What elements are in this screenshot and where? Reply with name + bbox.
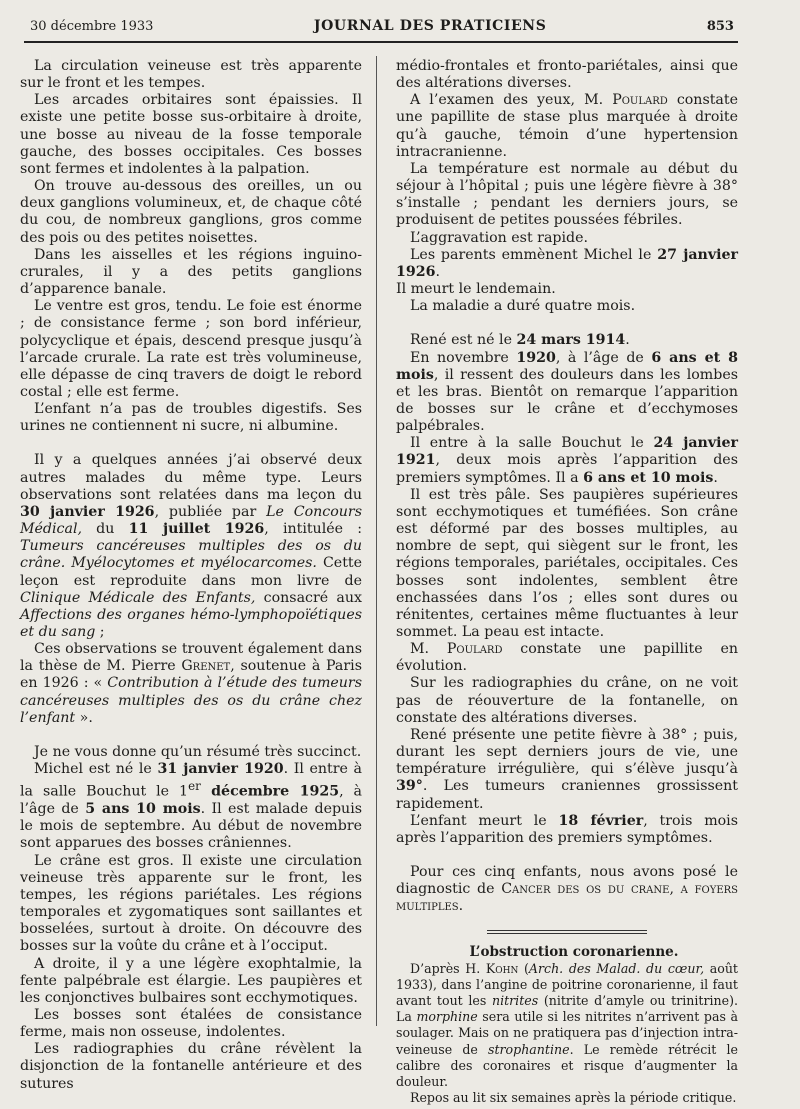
right-column	[396, 58, 738, 1106]
paragraph: Dans les aisselles et les régions inguino-crurales, il y a des petits ganglions d’apparence banale.	[20, 246, 362, 298]
paragraph-temperature: La température est normale au début du séjour à l’hôpital ; puis une légère fièvre à 38° s’installe ; pendant les derniers jours, se produisent de petites poussées fébriles.	[396, 160, 738, 229]
paragraph-previous-cases: Il y a quelques années j’ai observé deux autres malades du même type. Leurs observations sont relatées dans ma leçon du 30 janvier 1926, publiée par Le Concours Médical, du 11 juillet 1926, intitulée : Tumeurs cancéreuses multiples des os du crâne. Myélocytomes et myélocarcomes. Cette leçon est reproduite dans mon livre de Clinique Médicale des Enfants, consacré aux Affections des organes hémo-lymphopoïétiques et du sang ;	[20, 452, 363, 640]
spacer	[396, 847, 738, 864]
paragraph: La circulation veineuse est très apparente sur le front et les tempes.	[20, 58, 362, 92]
spacer	[396, 315, 738, 332]
paragraph-michel: Michel est né le 31 janvier 1920. Il entre à la salle Bouchut le 1er décembre 1925, à l’âge de 5 ans 10 mois. Il est malade depuis le mois de septembre. Au début de novembre sont apparues des bosses crâniennes.	[20, 761, 363, 852]
spacer	[20, 435, 362, 452]
paragraph: A droite, il y a une légère exophtalmie, la fente palpébrale est élargie. Les paupières et les conjonctives bulbaires sont ecchymotiques.	[20, 955, 362, 1006]
paragraph: Le ventre est gros, tendu. Le foie est énorme ; de consistance ferme ; son bord inférieur, polycyclique et épais, descend presque jusqu’à l’arcade crurale. La rate est très volumineuse, elle dépasse de cinq travers de doigt le rebord costal ; elle est ferme.	[20, 298, 362, 400]
paragraph-eye-exam: A l’examen des yeux, M. Poulard constate une papillite de stase plus marquée à droite qu’à gauche, témoin d’une hypertension intracranienne.	[396, 92, 738, 160]
journal-title: JOURNAL DES PRATICIENS	[313, 18, 547, 34]
paragraph: Les arcades orbitaires sont épaissies. Il existe une petite bosse sus-orbitaire à droite, une bosse au niveau de la fosse temporale gauche, des bosses occipitales. Ces bosses sont fermes et indolentes à la palpation.	[20, 92, 362, 177]
paragraph-departure: Les parents emmènent Michel le 27 janvier 1926.	[396, 246, 738, 280]
header-rule	[24, 41, 738, 43]
section-divider	[487, 930, 647, 934]
paragraph-rene-onset: En novembre 1920, à l’âge de 6 ans et 8 mois, il ressent des douleurs dans les lombes et les bras. Bientôt on remarque l’apparition de bosses sur le crâne et d’ecchymoses palpébrales.	[396, 349, 738, 435]
paragraph: La maladie a duré quatre mois.	[410, 298, 636, 315]
paragraph-diagnosis: Pour ces cinq enfants, nous avons posé le diagnostic de Cancer des os du crane, a foyers multiples.	[396, 864, 738, 915]
section-title: L’obstruction coronarienne.	[469, 943, 679, 960]
coronary-section	[396, 961, 738, 1107]
paragraph: On trouve au-dessous des oreilles, un ou deux ganglions volumineux, et, de chaque côté du cou, de nombreux ganglions, gros comme des pois ou des petites noisettes.	[20, 178, 362, 246]
paragraph-rene-birth: René est né le 24 mars 1914.	[410, 332, 630, 349]
page-number: 853	[706, 19, 734, 34]
column-divider	[376, 56, 377, 1026]
paragraph-papillite: M. Poulard constate une papillite en évolution.	[396, 641, 739, 675]
spacer	[20, 727, 362, 744]
paragraph-death: L’enfant meurt le 18 février, trois mois après l’apparition des premiers symptômes.	[396, 812, 739, 846]
paragraph-thesis: Ces observations se trouvent également dans la thèse de M. Pierre Grenet, soutenue à Paris en 1926 : « Contribution à l’étude des tumeurs cancéreuses multiples des os du crâne chez l’enfant ».	[20, 641, 362, 726]
paragraph: Sur les radiographies du crâne, on ne voit pas de réouverture de la fontanelle, on constate des altérations diverses.	[396, 675, 738, 726]
paragraph: L’enfant n’a pas de troubles digestifs. Ses urines ne contiennent ni sucre, ni albumine.	[20, 401, 362, 435]
paragraph: Les bosses sont étalées de consistance ferme, mais non osseuse, indolentes.	[20, 1007, 362, 1041]
paragraph: médio-frontales et fronto-pariétales, ainsi que des altérations diverses.	[396, 58, 738, 92]
left-column	[20, 58, 362, 1093]
paragraph: Le crâne est gros. Il existe une circulation veineuse très apparente sur le front, les tempes, les régions pariétales. Les régions temporales et zygomatiques sont saillantes et bosselées, surtout à droite. On découvre des bosses sur la voûte du crâne et à l’occiput.	[20, 852, 362, 955]
paragraph: Les radiographies du crâne révèlent la disjonction de la fontanelle antérieure et des sutures	[20, 1041, 362, 1092]
paragraph: Il meurt le lendemain.	[396, 281, 556, 298]
paragraph: Repos au lit six semaines après la période critique.	[410, 1090, 737, 1106]
paragraph-fever: René présente une petite fièvre à 38° ; puis, durant les sept derniers jours de vie, une température irrégulière, qui s’élève jusqu’à 39°. Les tumeurs craniennes grossissent rapidement.	[396, 726, 738, 812]
paragraph-rene-admission: Il entre à la salle Bouchut le 24 janvier 1921, deux mois après l’apparition des premiers symptômes. Il a 6 ans et 10 mois.	[396, 435, 738, 486]
paragraph: L’aggravation est rapide.	[410, 229, 589, 246]
header-date: 30 décembre 1933	[30, 19, 154, 34]
paragraph: Il est très pâle. Ses paupières supérieures sont ecchymotiques et tuméfiées. Son crâne est déformé par des bosses multiples, au nombre de sept, qui siègent sur le front, les régions temporales, pariétales, occipitales. Ces bosses sont indolentes, semblent être enchassées dans l’os ; elles sont dures ou rénitentes, certaines même fluctuantes à leur sommet. La peau est intacte.	[396, 486, 738, 640]
paragraph-kohn: D’après H. Kohn (Arch. des Malad. du cœur, août 1933), dans l’angine de poitrine coronarienne, il faut avant tout les nitrites (nitrite d’amyle ou trinitrine). La morphine sera utile si les nitrites n’arrivent pas à soulager. Mais on ne pratiquera pas d’injection intra-veineuse de strophantine. Le remède rétrécit le calibre des coronaires et risque d’augmenter la douleur.	[396, 960, 739, 1090]
page-header	[30, 18, 734, 38]
paragraph: Je ne vous donne qu’un résumé très succinct.	[34, 743, 362, 760]
